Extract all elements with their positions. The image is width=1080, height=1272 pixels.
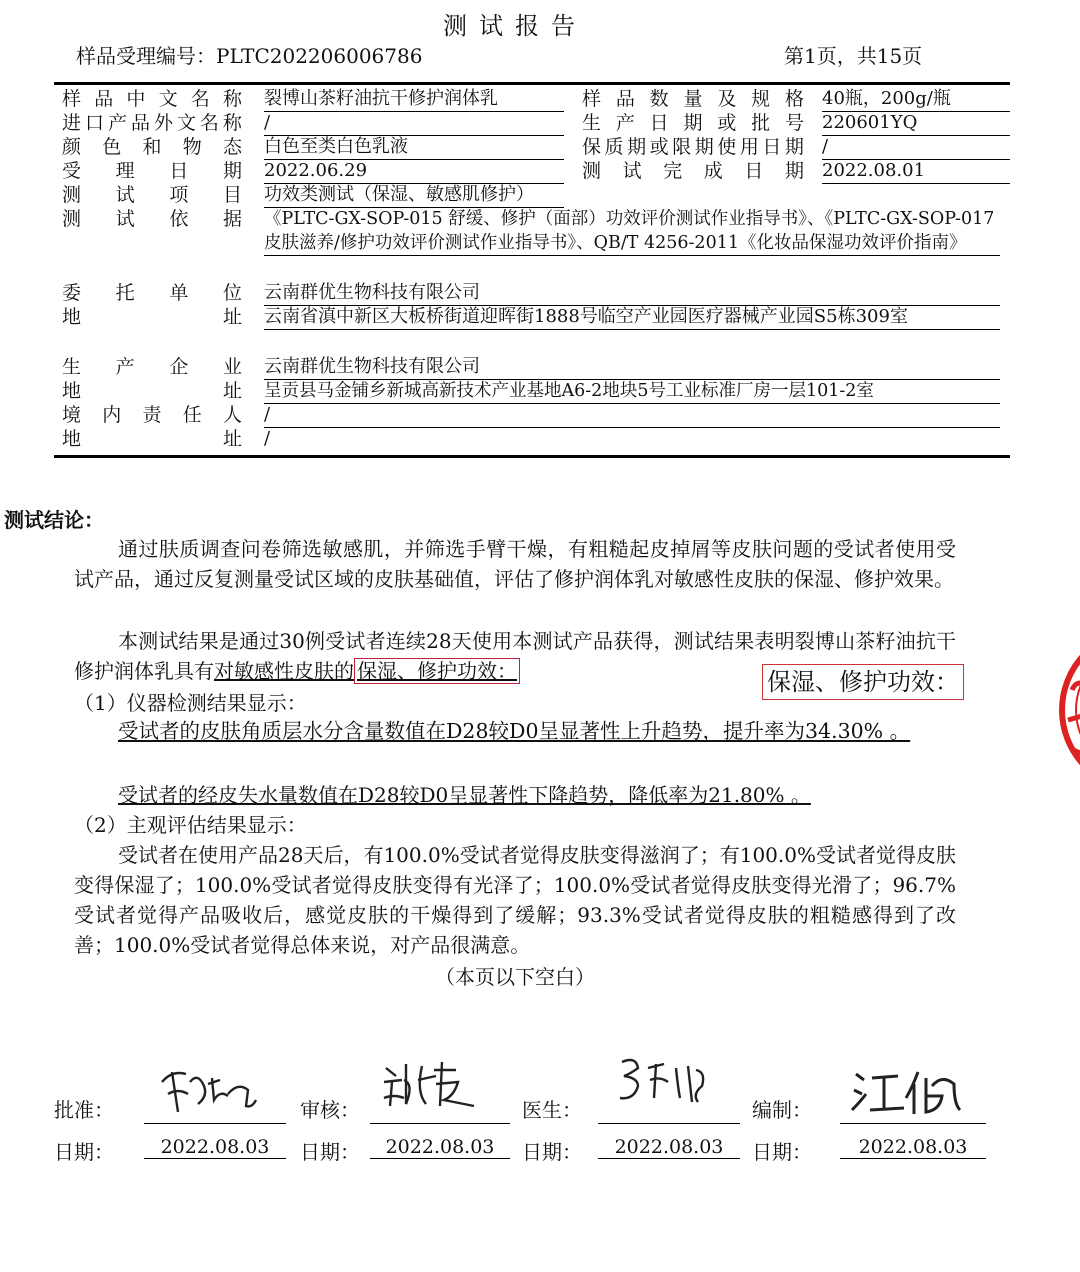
label-finish-date: 测 试 完 成 日 期: [582, 160, 804, 182]
conclusion-paragraph-3: 受试者在使用产品28天后，有100.0%受试者觉得皮肤变得滋润了；有100.0%受试者觉得皮肤变得保湿了；100.0%受试者觉得皮肤变得有光泽了；100.0%受试者觉得皮肤变得光滑了；96.7%受试者觉得产品吸收后，感觉皮肤的干燥得到了缓解；93.3%受试者觉得皮肤的粗糙感得到了改善；100.0%受试者觉得总体来说，对产品很满意。: [74, 843, 956, 957]
value-color: 白色至类白色乳液: [264, 135, 564, 160]
seal-stamp: [1050, 620, 1080, 800]
paragraph-2-text: 本测试结果是通过30例受试者连续28天使用本测试产品获得，测试结果表明裂博山茶籽油抗干修护润体乳具有: [74, 629, 956, 683]
review-label: 审核：: [300, 1098, 360, 1122]
value-finish-date: 2022.08.01: [822, 159, 1010, 184]
conclusion-paragraph-1: 通过肤质调查问卷筛选敏感肌，并筛选手臂干燥，有粗糙起皮掉屑等皮肤问题的受试者使用受试产品，通过反复测量受试区域的皮肤基础值，评估了修护润体乳对敏感性皮肤的保湿、修护效果。: [74, 537, 956, 591]
label-basis: 测 试 依 据: [62, 208, 242, 230]
sample-number: [76, 40, 422, 69]
label-domestic-address: 地 址: [62, 428, 242, 450]
annotation-callout: 保湿、修护功效：: [762, 664, 964, 700]
approve-signature: [150, 1054, 260, 1124]
section-1-heading: （1）仪器检测结果显示：: [74, 691, 307, 715]
date-label: 日期：: [300, 1140, 360, 1164]
value-name-cn: 裂博山茶籽油抗干修护润体乳: [264, 87, 564, 112]
conclusion-heading: 测试结论：: [4, 508, 104, 532]
sample-number-value: PLTC202206006786: [216, 44, 423, 68]
value-items: 功效类测试（保湿、敏感肌修护）: [264, 183, 564, 208]
label-import-name: 进 口 产 品 外 文 名 称: [62, 112, 242, 134]
value-domestic-address: /: [264, 428, 271, 449]
date-label: 日期：: [522, 1140, 582, 1164]
underlined-phrase: 对敏感性皮肤的: [214, 659, 354, 683]
result-1: 受试者的皮肤角质层水分含量数值在D28较D0呈显著性上升趋势，提升率为34.30% 。: [118, 719, 911, 743]
date-label: 日期：: [752, 1140, 812, 1164]
label-client-address: 地 址: [62, 306, 242, 328]
result-2: 受试者的经皮失水量数值在D28较D0呈显著性下降趋势，降低率为21.80% 。: [118, 783, 811, 807]
approve-label: 批准：: [54, 1098, 114, 1122]
boxed-phrase: 保湿、修护功效：: [354, 658, 520, 684]
label-qty: 样 品 数 量 及 规 格: [582, 88, 804, 110]
review-line: [370, 1122, 510, 1124]
info-table: [54, 82, 1010, 458]
value-maker: 云南群优生物科技有限公司: [264, 355, 1000, 380]
value-domestic: /: [264, 403, 1000, 428]
label-domestic: 境 内 责 任 人: [62, 404, 242, 426]
label-name-cn: 样 品 中 文 名 称: [62, 88, 242, 110]
blank-note: （本页以下空白）: [435, 965, 595, 989]
review-date: 2022.08.03: [370, 1136, 510, 1159]
value-accept-date: 2022.06.29: [264, 159, 564, 184]
compile-line: [840, 1122, 986, 1124]
label-maker: 生 产 企 业: [62, 356, 242, 378]
compile-signature: [848, 1064, 978, 1122]
value-basis: 《PLTC-GX-SOP-015 舒缓、修护（面部）功效评价测试作业指导书》、《PLTC-GX-SOP-017 皮肤滋养/修护功效评价测试作业指导书》、QB/T 4256-2011《化妆品保湿功效评价指南》: [264, 207, 1000, 256]
value-shelf: /: [822, 135, 1010, 160]
compile-label: 编制：: [752, 1098, 812, 1122]
approve-date: 2022.08.03: [144, 1136, 286, 1159]
value-qty: 40瓶，200g/瓶: [822, 87, 1010, 112]
doctor-line: [598, 1122, 740, 1124]
page-info: 第1页，共15页: [784, 44, 923, 68]
label-batch: 生 产 日 期 或 批 号: [582, 112, 804, 134]
compile-date: 2022.08.03: [840, 1136, 986, 1159]
value-import-name: /: [264, 111, 564, 136]
label-client: 委 托 单 位: [62, 282, 242, 304]
sample-number-label: 样品受理编号：: [76, 44, 216, 68]
doctor-signature: [612, 1048, 722, 1122]
label-color: 颜 色 和 物 态: [62, 136, 242, 158]
value-batch: 220601YQ: [822, 111, 1010, 136]
label-items: 测 试 项 目: [62, 184, 242, 206]
approve-line: [144, 1122, 286, 1124]
section-2-heading: （2）主观评估结果显示：: [74, 813, 307, 837]
value-maker-address: 呈贡县马金铺乡新城高新技术产业基地A6-2地块5号工业标准厂房一层101-2室: [264, 379, 1000, 404]
review-signature: [378, 1046, 498, 1122]
value-client-address: 云南省滇中新区大板桥街道迎晖街1888号临空产业园医疗器械产业园S5栋309室: [264, 305, 1000, 330]
page-title: 测试报告: [443, 12, 587, 40]
label-accept-date: 受 理 日 期: [62, 160, 242, 182]
doctor-date: 2022.08.03: [598, 1136, 740, 1159]
label-shelf: 保 质 期 或 限 期 使 用 日 期: [582, 136, 804, 158]
date-label: 日期：: [54, 1140, 114, 1164]
value-client: 云南群优生物科技有限公司: [264, 281, 1000, 306]
doctor-label: 医生：: [522, 1098, 582, 1122]
label-maker-address: 地 址: [62, 380, 242, 402]
